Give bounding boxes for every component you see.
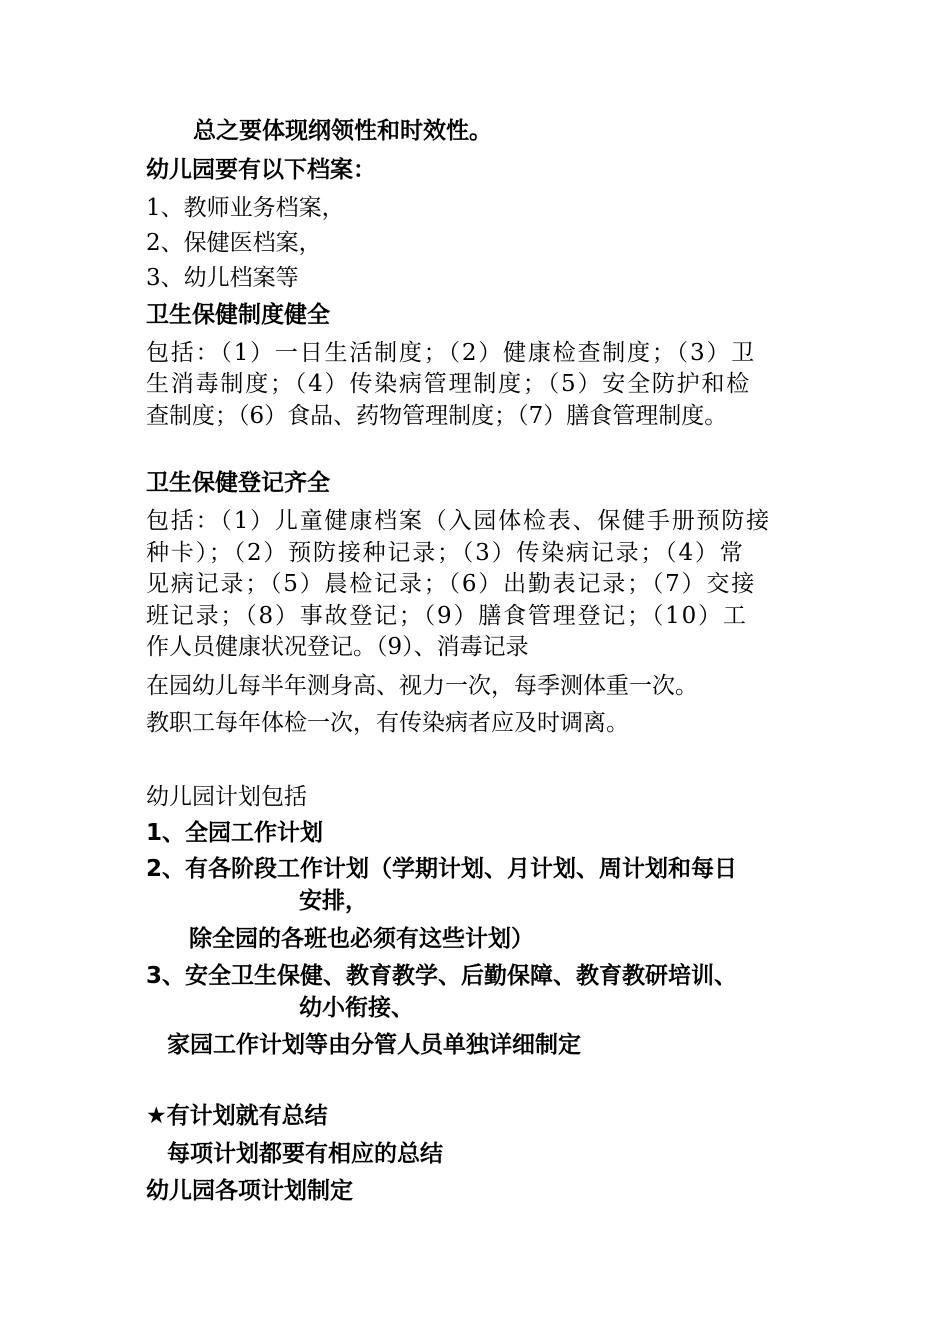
- archive-item-2: 2、保健医档案，: [146, 230, 322, 256]
- hygiene-system-line-1: 包括：（1）一日生活制度；（2）健康检查制度；（3）卫: [146, 340, 756, 366]
- archive-item-3: 3、幼儿档案等: [146, 265, 299, 291]
- archives-heading: 幼儿园要有以下档案：: [146, 157, 376, 183]
- hygiene-system-line-2: 生消毒制度；（4）传染病管理制度；（5）安全防护和检: [146, 371, 752, 397]
- plan-item-1: 1、全园工作计划: [146, 820, 324, 846]
- summary-heading: ★有计划就有总结: [146, 1103, 328, 1129]
- hygiene-system-heading: 卫生保健制度健全: [146, 302, 330, 328]
- plan-making-line: 幼儿园各项计划制定: [146, 1178, 353, 1204]
- plan-item-2-line-3: 除全园的各班也必须有这些计划）: [189, 926, 534, 952]
- plan-item-3-line-1: 3、安全卫生保健、教育教学、后勤保障、教育教研培训、: [146, 963, 738, 989]
- plan-item-2-line-1: 2、有各阶段工作计划（学期计划、月计划、周计划和每日: [146, 856, 738, 882]
- checkup-staff-line: 教职工每年体检一次，有传染病者应及时调离。: [146, 710, 629, 736]
- summary-text: 每项计划都要有相应的总结: [167, 1141, 443, 1167]
- hygiene-records-line-4: 班记录；（8）事故登记；（9）膳食管理登记；（10）工: [146, 603, 748, 629]
- plan-item-3-line-2: 幼小衔接、: [299, 995, 414, 1021]
- plans-heading: 幼儿园计划包括: [146, 784, 307, 810]
- hygiene-records-line-2: 种卡）；（2）预防接种记录；（3）传染病记录；（4）常: [146, 540, 745, 566]
- hygiene-records-line-3: 见病记录；（5）晨检记录；（6）出勤表记录；（7）交接: [146, 571, 756, 597]
- plan-item-3-line-3: 家园工作计划等由分管人员单独详细制定: [167, 1032, 581, 1058]
- hygiene-system-line-3: 查制度；（6）食品、药物管理制度；（7）膳食管理制度。: [146, 403, 728, 429]
- hygiene-records-line-5: 作人员健康状况登记。（9）、消毒记录: [146, 634, 529, 660]
- hygiene-records-line-1: 包括：（1）儿童健康档案（入园体检表、保健手册预防接: [146, 508, 771, 534]
- checkup-children-line: 在园幼儿每半年测身高、视力一次，每季测体重一次。: [146, 673, 698, 699]
- hygiene-records-heading: 卫生保健登记齐全: [146, 470, 330, 496]
- plan-item-2-line-2: 安排，: [299, 888, 368, 914]
- intro-line: 总之要体现纲领性和时效性。: [193, 118, 492, 144]
- archive-item-1: 1、教师业务档案，: [146, 195, 345, 221]
